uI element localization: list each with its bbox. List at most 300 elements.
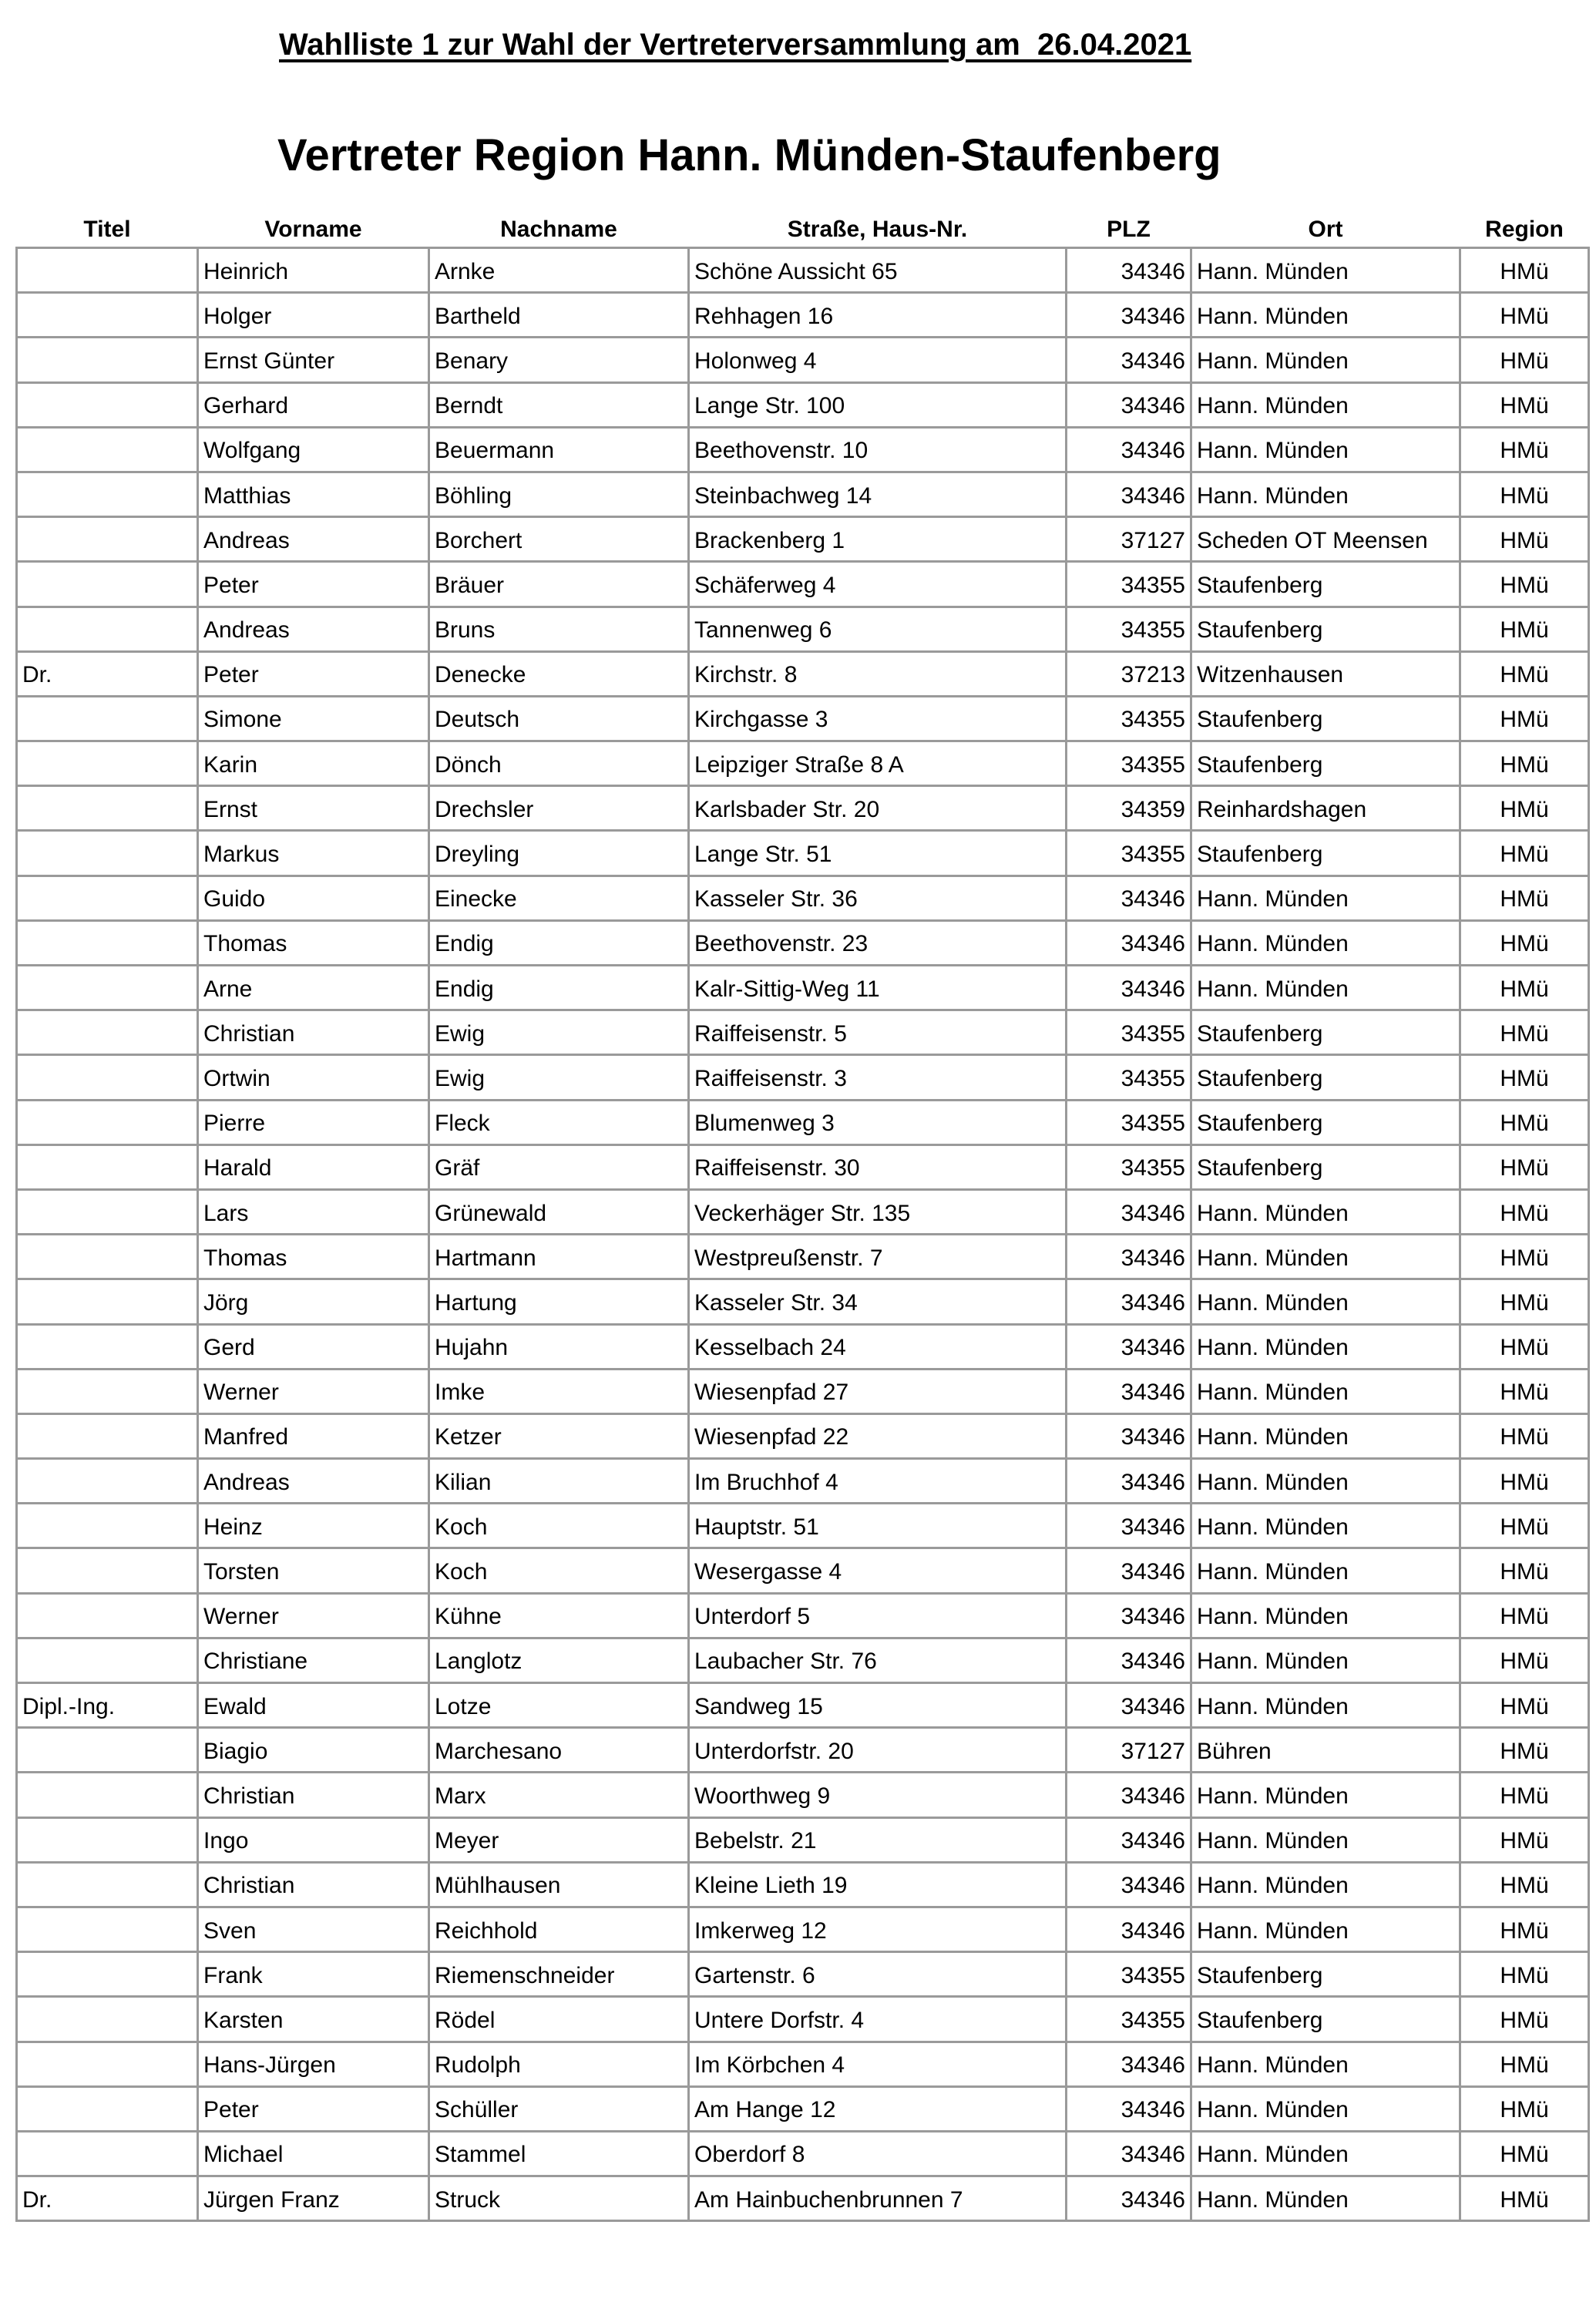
vorname-cell: Thomas — [198, 920, 429, 965]
region-cell: HMü — [1460, 2086, 1589, 2131]
vorname-cell: Ingo — [198, 1817, 429, 1862]
plz-cell: 34346 — [1067, 2042, 1191, 2086]
vorname-cell: Jörg — [198, 1279, 429, 1324]
vorname-cell: Karin — [198, 741, 429, 786]
vorname-cell: Ewald — [198, 1683, 429, 1728]
titel-cell — [17, 1055, 198, 1100]
table-row — [17, 248, 1589, 293]
vorname-cell: Biagio — [198, 1728, 429, 1773]
ort-cell: Hann. Münden — [1191, 1773, 1460, 1817]
ort-cell: Staufenberg — [1191, 741, 1460, 786]
table-row — [17, 338, 1589, 382]
vorname-cell: Jürgen Franz — [198, 2176, 429, 2221]
nachname-cell: Endig — [429, 966, 689, 1010]
nachname-cell: Ewig — [429, 1055, 689, 1100]
region-cell: HMü — [1460, 1638, 1589, 1682]
vorname-cell: Pierre — [198, 1100, 429, 1144]
nachname-cell: Lotze — [429, 1683, 689, 1728]
strasse-cell: Woorthweg 9 — [689, 1773, 1067, 1817]
column-header-plz: PLZ — [1107, 217, 1151, 242]
nachname-cell: Bruns — [429, 607, 689, 651]
strasse-cell: Oberdorf 8 — [689, 2131, 1067, 2176]
ort-cell: Hann. Münden — [1191, 1459, 1460, 1504]
ort-cell: Hann. Münden — [1191, 1862, 1460, 1907]
plz-cell: 34346 — [1067, 1279, 1191, 1324]
ort-cell: Staufenberg — [1191, 831, 1460, 876]
titel-cell — [17, 1773, 198, 1817]
plz-cell: 34346 — [1067, 338, 1191, 382]
table-row — [17, 651, 1589, 696]
nachname-cell: Stammel — [429, 2131, 689, 2176]
region-cell: HMü — [1460, 293, 1589, 338]
region-cell: HMü — [1460, 876, 1589, 920]
nachname-cell: Grünewald — [429, 1189, 689, 1234]
nachname-cell: Böhling — [429, 472, 689, 516]
region-cell: HMü — [1460, 248, 1589, 293]
plz-cell: 34359 — [1067, 786, 1191, 831]
strasse-cell: Kesselbach 24 — [689, 1324, 1067, 1369]
strasse-cell: Westpreußenstr. 7 — [689, 1235, 1067, 1279]
titel-cell — [17, 1593, 198, 1638]
vorname-cell: Markus — [198, 831, 429, 876]
table-row — [17, 1907, 1589, 1951]
titel-cell — [17, 1235, 198, 1279]
vorname-cell: Peter — [198, 651, 429, 696]
plz-cell: 34346 — [1067, 1817, 1191, 1862]
table-row — [17, 1683, 1589, 1728]
ort-cell: Hann. Münden — [1191, 1638, 1460, 1682]
plz-cell: 34346 — [1067, 1459, 1191, 1504]
nachname-cell: Denecke — [429, 651, 689, 696]
plz-cell: 34346 — [1067, 1189, 1191, 1234]
table-row — [17, 1189, 1589, 1234]
nachname-cell: Marx — [429, 1773, 689, 1817]
table-row — [17, 427, 1589, 472]
region-cell: HMü — [1460, 382, 1589, 427]
nachname-cell: Arnke — [429, 248, 689, 293]
table-row — [17, 1504, 1589, 1548]
region-cell: HMü — [1460, 562, 1589, 607]
plz-cell: 34346 — [1067, 2176, 1191, 2221]
vorname-cell: Holger — [198, 293, 429, 338]
titel-cell — [17, 1010, 198, 1055]
titel-cell — [17, 1144, 198, 1189]
plz-cell: 34346 — [1067, 920, 1191, 965]
table-row — [17, 1235, 1589, 1279]
nachname-cell: Kilian — [429, 1459, 689, 1504]
table-row — [17, 1638, 1589, 1682]
nachname-cell: Riemenschneider — [429, 1952, 689, 1997]
nachname-cell: Rudolph — [429, 2042, 689, 2086]
plz-cell: 34346 — [1067, 1413, 1191, 1458]
region-cell: HMü — [1460, 1683, 1589, 1728]
ort-cell: Witzenhausen — [1191, 651, 1460, 696]
titel-cell — [17, 1997, 198, 2042]
column-header-ort: Ort — [1308, 217, 1343, 242]
plz-cell: 34355 — [1067, 696, 1191, 741]
region-cell: HMü — [1460, 517, 1589, 562]
strasse-cell: Untere Dorfstr. 4 — [689, 1997, 1067, 2042]
nachname-cell: Koch — [429, 1504, 689, 1548]
strasse-cell: Imkerweg 12 — [689, 1907, 1067, 1951]
strasse-cell: Kirchgasse 3 — [689, 696, 1067, 741]
titel-cell — [17, 1817, 198, 1862]
nachname-cell: Dönch — [429, 741, 689, 786]
plz-cell: 34355 — [1067, 562, 1191, 607]
titel-cell — [17, 1100, 198, 1144]
table-row — [17, 1144, 1589, 1189]
table-row — [17, 607, 1589, 651]
page-title: Vertreter Region Hann. Münden-Staufenberg — [277, 130, 1221, 180]
ort-cell: Hann. Münden — [1191, 427, 1460, 472]
titel-cell — [17, 1413, 198, 1458]
strasse-cell: Am Hainbuchenbrunnen 7 — [689, 2176, 1067, 2221]
table-row — [17, 1997, 1589, 2042]
ort-cell: Hann. Münden — [1191, 1683, 1460, 1728]
titel-cell — [17, 920, 198, 965]
nachname-cell: Fleck — [429, 1100, 689, 1144]
plz-cell: 34346 — [1067, 1548, 1191, 1593]
nachname-cell: Koch — [429, 1548, 689, 1593]
nachname-cell: Langlotz — [429, 1638, 689, 1682]
table-row — [17, 472, 1589, 516]
vorname-cell: Sven — [198, 1907, 429, 1951]
table-row — [17, 966, 1589, 1010]
region-cell: HMü — [1460, 1504, 1589, 1548]
strasse-cell: Tannenweg 6 — [689, 607, 1067, 651]
nachname-cell: Bräuer — [429, 562, 689, 607]
region-cell: HMü — [1460, 1369, 1589, 1413]
ort-cell: Hann. Münden — [1191, 1593, 1460, 1638]
vorname-cell: Andreas — [198, 1459, 429, 1504]
strasse-cell: Raiffeisenstr. 5 — [689, 1010, 1067, 1055]
strasse-cell: Holonweg 4 — [689, 338, 1067, 382]
ort-cell: Staufenberg — [1191, 1144, 1460, 1189]
plz-cell: 34355 — [1067, 1144, 1191, 1189]
region-cell: HMü — [1460, 1862, 1589, 1907]
vorname-cell: Andreas — [198, 607, 429, 651]
region-cell: HMü — [1460, 427, 1589, 472]
titel-cell — [17, 1279, 198, 1324]
titel-cell: Dr. — [17, 651, 198, 696]
plz-cell: 34346 — [1067, 1504, 1191, 1548]
strasse-cell: Leipziger Straße 8 A — [689, 741, 1067, 786]
region-cell: HMü — [1460, 1817, 1589, 1862]
titel-cell — [17, 517, 198, 562]
table-row — [17, 2042, 1589, 2086]
nachname-cell: Einecke — [429, 876, 689, 920]
ort-cell: Hann. Münden — [1191, 293, 1460, 338]
region-cell: HMü — [1460, 1728, 1589, 1773]
table-row — [17, 1369, 1589, 1413]
titel-cell — [17, 1369, 198, 1413]
titel-cell — [17, 831, 198, 876]
region-cell: HMü — [1460, 1997, 1589, 2042]
plz-cell: 34346 — [1067, 1638, 1191, 1682]
nachname-cell: Ketzer — [429, 1413, 689, 1458]
titel-cell — [17, 1907, 198, 1951]
strasse-cell: Karlsbader Str. 20 — [689, 786, 1067, 831]
region-cell: HMü — [1460, 1413, 1589, 1458]
vorname-cell: Matthias — [198, 472, 429, 516]
nachname-cell: Deutsch — [429, 696, 689, 741]
region-cell: HMü — [1460, 1548, 1589, 1593]
strasse-cell: Kleine Lieth 19 — [689, 1862, 1067, 1907]
strasse-cell: Brackenberg 1 — [689, 517, 1067, 562]
plz-cell: 34355 — [1067, 1952, 1191, 1997]
plz-cell: 34346 — [1067, 1369, 1191, 1413]
plz-cell: 34346 — [1067, 1773, 1191, 1817]
region-cell: HMü — [1460, 651, 1589, 696]
table-row — [17, 1952, 1589, 1997]
ort-cell: Staufenberg — [1191, 1997, 1460, 2042]
strasse-cell: Beethovenstr. 10 — [689, 427, 1067, 472]
table-header-row — [17, 213, 1589, 248]
ort-cell: Staufenberg — [1191, 1952, 1460, 1997]
vorname-cell: Hans-Jürgen — [198, 2042, 429, 2086]
plz-cell: 34346 — [1067, 1907, 1191, 1951]
strasse-cell: Laubacher Str. 76 — [689, 1638, 1067, 1682]
strasse-cell: Lange Str. 51 — [689, 831, 1067, 876]
vorname-cell: Christian — [198, 1862, 429, 1907]
vorname-cell: Torsten — [198, 1548, 429, 1593]
region-cell: HMü — [1460, 966, 1589, 1010]
vorname-cell: Werner — [198, 1593, 429, 1638]
titel-cell: Dipl.-Ing. — [17, 1683, 198, 1728]
region-cell: HMü — [1460, 607, 1589, 651]
strasse-cell: Kirchstr. 8 — [689, 651, 1067, 696]
strasse-cell: Veckerhäger Str. 135 — [689, 1189, 1067, 1234]
strasse-cell: Rehhagen 16 — [689, 293, 1067, 338]
region-cell: HMü — [1460, 920, 1589, 965]
vorname-cell: Arne — [198, 966, 429, 1010]
vorname-cell: Guido — [198, 876, 429, 920]
strasse-cell: Wiesenpfad 22 — [689, 1413, 1067, 1458]
plz-cell: 34355 — [1067, 831, 1191, 876]
strasse-cell: Schäferweg 4 — [689, 562, 1067, 607]
table-row — [17, 1773, 1589, 1817]
vorname-cell: Lars — [198, 1189, 429, 1234]
vorname-cell: Harald — [198, 1144, 429, 1189]
table-row — [17, 293, 1589, 338]
ort-cell: Hann. Münden — [1191, 1504, 1460, 1548]
plz-cell: 34355 — [1067, 1055, 1191, 1100]
strasse-cell: Kalr-Sittig-Weg 11 — [689, 966, 1067, 1010]
strasse-cell: Kasseler Str. 34 — [689, 1279, 1067, 1324]
table-body — [17, 248, 1589, 2221]
strasse-cell: Unterdorf 5 — [689, 1593, 1067, 1638]
ort-cell: Hann. Münden — [1191, 1235, 1460, 1279]
plz-cell: 34346 — [1067, 382, 1191, 427]
region-cell: HMü — [1460, 1952, 1589, 1997]
nachname-cell: Hartung — [429, 1279, 689, 1324]
titel-cell — [17, 2131, 198, 2176]
vorname-cell: Peter — [198, 2086, 429, 2131]
nachname-cell: Kühne — [429, 1593, 689, 1638]
plz-cell: 34346 — [1067, 1862, 1191, 1907]
strasse-cell: Hauptstr. 51 — [689, 1504, 1067, 1548]
plz-cell: 34346 — [1067, 1324, 1191, 1369]
plz-cell: 34346 — [1067, 966, 1191, 1010]
nachname-cell: Imke — [429, 1369, 689, 1413]
ort-cell: Hann. Münden — [1191, 876, 1460, 920]
titel-cell — [17, 1728, 198, 1773]
table-row — [17, 517, 1589, 562]
region-cell: HMü — [1460, 472, 1589, 516]
vorname-cell: Peter — [198, 562, 429, 607]
titel-cell — [17, 1862, 198, 1907]
region-cell: HMü — [1460, 2042, 1589, 2086]
titel-cell: Dr. — [17, 2176, 198, 2221]
vorname-cell: Karsten — [198, 1997, 429, 2042]
titel-cell — [17, 1189, 198, 1234]
titel-cell — [17, 382, 198, 427]
ort-cell: Hann. Münden — [1191, 2131, 1460, 2176]
plz-cell: 34346 — [1067, 1593, 1191, 1638]
ort-cell: Staufenberg — [1191, 562, 1460, 607]
region-cell: HMü — [1460, 1055, 1589, 1100]
plz-cell: 34346 — [1067, 427, 1191, 472]
plz-cell: 34355 — [1067, 1997, 1191, 2042]
titel-cell — [17, 966, 198, 1010]
vorname-cell: Thomas — [198, 1235, 429, 1279]
vorname-cell: Ernst Günter — [198, 338, 429, 382]
ort-cell: Bühren — [1191, 1728, 1460, 1773]
vorname-cell: Ortwin — [198, 1055, 429, 1100]
nachname-cell: Beuermann — [429, 427, 689, 472]
strasse-cell: Im Bruchhof 4 — [689, 1459, 1067, 1504]
ort-cell: Staufenberg — [1191, 696, 1460, 741]
strasse-cell: Im Körbchen 4 — [689, 2042, 1067, 2086]
table-row — [17, 876, 1589, 920]
titel-cell — [17, 293, 198, 338]
plz-cell: 34346 — [1067, 248, 1191, 293]
nachname-cell: Schüller — [429, 2086, 689, 2131]
nachname-cell: Rödel — [429, 1997, 689, 2042]
table-row — [17, 2176, 1589, 2221]
strasse-cell: Schöne Aussicht 65 — [689, 248, 1067, 293]
plz-cell: 34346 — [1067, 2086, 1191, 2131]
column-header-region: Region — [1485, 217, 1564, 242]
ort-cell: Hann. Münden — [1191, 1413, 1460, 1458]
nachname-cell: Endig — [429, 920, 689, 965]
vorname-cell: Werner — [198, 1369, 429, 1413]
region-cell: HMü — [1460, 696, 1589, 741]
strasse-cell: Lange Str. 100 — [689, 382, 1067, 427]
table-row — [17, 831, 1589, 876]
strasse-cell: Sandweg 15 — [689, 1683, 1067, 1728]
plz-cell: 34355 — [1067, 607, 1191, 651]
titel-cell — [17, 741, 198, 786]
table-row — [17, 696, 1589, 741]
region-cell: HMü — [1460, 741, 1589, 786]
titel-cell — [17, 607, 198, 651]
ort-cell: Hann. Münden — [1191, 1369, 1460, 1413]
table-row — [17, 920, 1589, 965]
table-row — [17, 786, 1589, 831]
strasse-cell: Wiesenpfad 27 — [689, 1369, 1067, 1413]
column-header-vorname: Vorname — [264, 217, 362, 242]
ort-cell: Hann. Münden — [1191, 1324, 1460, 1369]
region-cell: HMü — [1460, 1907, 1589, 1951]
titel-cell — [17, 1504, 198, 1548]
strasse-cell: Blumenweg 3 — [689, 1100, 1067, 1144]
nachname-cell: Hartmann — [429, 1235, 689, 1279]
titel-cell — [17, 427, 198, 472]
ort-cell: Hann. Münden — [1191, 920, 1460, 965]
titel-cell — [17, 338, 198, 382]
nachname-cell: Berndt — [429, 382, 689, 427]
vorname-cell: Ernst — [198, 786, 429, 831]
vorname-cell: Michael — [198, 2131, 429, 2176]
column-header-titel: Titel — [83, 217, 131, 242]
region-cell: HMü — [1460, 1459, 1589, 1504]
plz-cell: 37213 — [1067, 651, 1191, 696]
table-row — [17, 1413, 1589, 1458]
vorname-cell: Andreas — [198, 517, 429, 562]
plz-cell: 34355 — [1067, 1010, 1191, 1055]
nachname-cell: Dreyling — [429, 831, 689, 876]
table-row — [17, 1817, 1589, 1862]
nachname-cell: Mühlhausen — [429, 1862, 689, 1907]
vorname-cell: Christian — [198, 1773, 429, 1817]
plz-cell: 37127 — [1067, 1728, 1191, 1773]
nachname-cell: Hujahn — [429, 1324, 689, 1369]
vorname-cell: Heinz — [198, 1504, 429, 1548]
plz-cell: 34346 — [1067, 2131, 1191, 2176]
table-row — [17, 1055, 1589, 1100]
nachname-cell: Benary — [429, 338, 689, 382]
ort-cell: Hann. Münden — [1191, 1279, 1460, 1324]
region-cell: HMü — [1460, 1593, 1589, 1638]
strasse-cell: Raiffeisenstr. 30 — [689, 1144, 1067, 1189]
strasse-cell: Gartenstr. 6 — [689, 1952, 1067, 1997]
table-row — [17, 1862, 1589, 1907]
ort-cell: Hann. Münden — [1191, 248, 1460, 293]
region-cell: HMü — [1460, 1010, 1589, 1055]
titel-cell — [17, 2042, 198, 2086]
titel-cell — [17, 1459, 198, 1504]
region-cell: HMü — [1460, 831, 1589, 876]
vorname-cell: Simone — [198, 696, 429, 741]
plz-cell: 37127 — [1067, 517, 1191, 562]
ort-cell: Hann. Münden — [1191, 1189, 1460, 1234]
strasse-cell: Am Hange 12 — [689, 2086, 1067, 2131]
table-row — [17, 2131, 1589, 2176]
region-cell: HMü — [1460, 338, 1589, 382]
vorname-cell: Gerhard — [198, 382, 429, 427]
plz-cell: 34346 — [1067, 876, 1191, 920]
table-row — [17, 562, 1589, 607]
titel-cell — [17, 1638, 198, 1682]
plz-cell: 34355 — [1067, 741, 1191, 786]
strasse-cell: Bebelstr. 21 — [689, 1817, 1067, 1862]
nachname-cell: Struck — [429, 2176, 689, 2221]
table-row — [17, 2086, 1589, 2131]
region-cell: HMü — [1460, 1773, 1589, 1817]
region-cell: HMü — [1460, 1189, 1589, 1234]
nachname-cell: Reichhold — [429, 1907, 689, 1951]
table-row — [17, 1324, 1589, 1369]
table-row — [17, 382, 1589, 427]
strasse-cell: Steinbachweg 14 — [689, 472, 1067, 516]
ort-cell: Staufenberg — [1191, 1100, 1460, 1144]
table-row — [17, 1548, 1589, 1593]
ort-cell: Hann. Münden — [1191, 382, 1460, 427]
voter-table — [15, 213, 1590, 2222]
strasse-cell: Raiffeisenstr. 3 — [689, 1055, 1067, 1100]
ort-cell: Hann. Münden — [1191, 2086, 1460, 2131]
